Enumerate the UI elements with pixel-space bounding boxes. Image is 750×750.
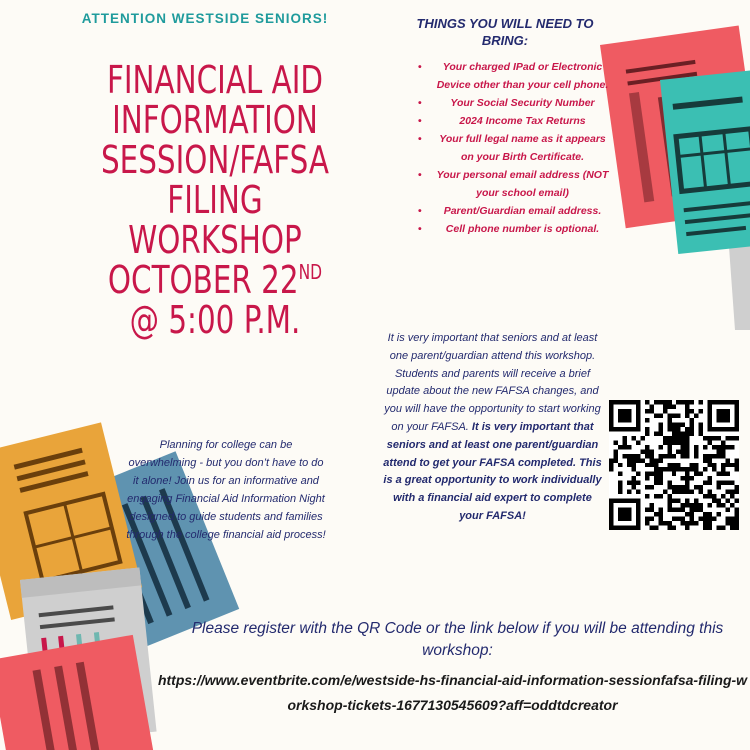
bring-item-text: Parent/Guardian email address.: [443, 205, 602, 217]
bring-item: [418, 202, 613, 220]
event-title: [65, 60, 366, 340]
bullet-icon: •: [418, 223, 422, 235]
title-line: FILING: [167, 178, 263, 222]
bullet-icon: •: [418, 61, 422, 73]
event-time: @ 5:00 P.M.: [129, 298, 301, 342]
important-bold-text: It is very important that seniors and at least one parent/guardian attend to get your FAFSA completed. This is a great opportunity to work individually with a financial aid expert to complete your FAFSA!: [383, 420, 602, 522]
paper-teal-top-right: [660, 70, 750, 254]
bring-item: [418, 58, 613, 94]
bring-item: [418, 112, 613, 130]
bring-item: [418, 130, 613, 166]
event-date: [65, 260, 366, 300]
important-paragraph: [380, 330, 605, 526]
event-date-main: OCTOBER 22: [107, 258, 299, 302]
bring-item-text: Your full legal name as it appears on your Birth Certificate.: [439, 133, 606, 163]
bring-item-text: Your personal email address (NOT your school email): [436, 169, 609, 199]
bullet-icon: •: [418, 205, 422, 217]
important-regular-text: It is very important that seniors and at least one parent/guardian attend this workshop. Students and parents will receive a brief update about the new FAFSA changes, and you will have the opportunity to start working on your FAFSA.: [384, 332, 601, 433]
register-text: Please register with the QR Code or the link below if you will be attending this workshop:: [191, 620, 724, 659]
bring-item: [418, 220, 613, 238]
bullet-icon: •: [418, 115, 422, 127]
bring-item-text: 2024 Income Tax Returns: [459, 115, 586, 127]
bring-item-text: Your charged IPad or Electronic Device other than your cell phone.: [436, 61, 609, 91]
bring-heading: THINGS YOU WILL NEED TO BRING:: [416, 16, 594, 48]
bring-item: [418, 94, 613, 112]
intro-paragraph: Planning for college can be overwhelming - but you don’t have to do it alone! Join us for an informative and engaging Financial Aid Information Night designed to guide students and families through the college financial aid process!: [126, 439, 326, 541]
title-line: FINANCIAL AID: [106, 58, 324, 102]
bring-item-text: Cell phone number is optional.: [445, 223, 600, 235]
attention-heading: ATTENTION WESTSIDE SENIORS!: [81, 11, 329, 26]
bullet-icon: •: [418, 97, 422, 109]
title-line: SESSION/FAFSA: [100, 138, 330, 182]
bring-item: [418, 166, 613, 202]
title-line: INFORMATION: [112, 98, 318, 142]
bring-item-text: Your Social Security Number: [450, 97, 595, 109]
bullet-icon: •: [418, 133, 422, 145]
event-date-suffix: ND: [298, 260, 323, 284]
bring-list: [418, 58, 613, 238]
registration-link[interactable]: https://www.eventbrite.com/e/westside-hs-financial-aid-information-sessionfafsa-filing-workshop-tickets-1677130545609?aff=oddtdcreator: [157, 672, 748, 713]
bullet-icon: •: [418, 169, 422, 181]
title-line: WORKSHOP: [128, 218, 302, 262]
qr-code-icon[interactable]: [609, 400, 739, 530]
paper-red-bottom-left: [0, 635, 154, 750]
